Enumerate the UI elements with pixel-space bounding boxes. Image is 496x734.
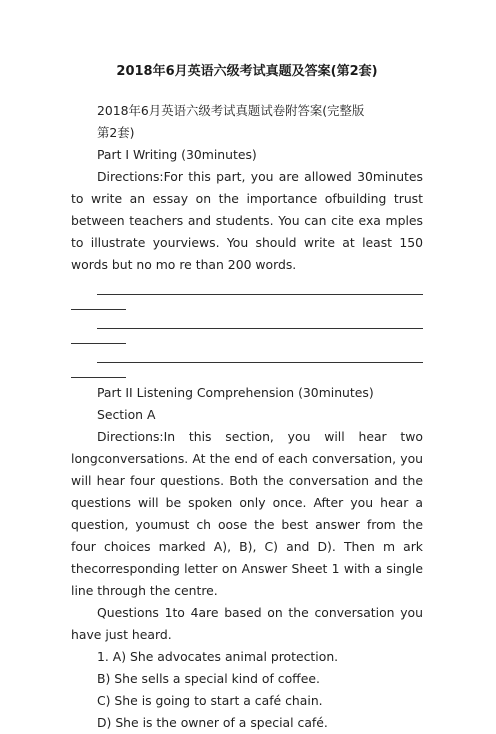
answer-line <box>97 280 423 295</box>
answer-line-end <box>71 329 126 344</box>
subtitle-line-1: 2018年6月英语六级考试真题试卷附答案(完整版 <box>97 103 365 118</box>
answer-line <box>97 348 423 363</box>
part1-heading: Part I Writing (30minutes) <box>97 147 257 162</box>
page-title: 2018年6月英语六级考试真题及答案(第2套) <box>116 64 378 79</box>
document-body <box>71 100 423 734</box>
subtitle-line-2: 第2套) <box>97 125 135 140</box>
q1-option-c: C) She is going to start a café chain. <box>97 693 323 708</box>
answer-line-end <box>71 295 126 310</box>
answer-line-end <box>71 363 126 378</box>
answer-line <box>97 314 423 329</box>
q1-option-a: 1. A) She advocates animal protection. <box>97 649 339 664</box>
q1-option-d: D) She is the owner of a special café. <box>97 715 328 730</box>
q1-option-b: B) She sells a special kind of coffee. <box>97 671 320 686</box>
answer-lines <box>71 280 423 378</box>
part1-directions: Directions:For this part, you are allowed 30minutes to write an essay on the importance ofbuilding trust between teachers and students. You can cite exa mples to illustrate yourviews. You should write at least 150 words but no mo re than 200 words. <box>71 169 423 272</box>
questions-intro: Questions 1to 4are based on the conversation you have just heard. <box>71 605 423 642</box>
part2-directions: Directions:In this section, you will hear two longconversations. At the end of each conversation, you will hear four questions. Both the conversation and the questions will be spoken only once. After you hear a question, youmust ch oose the best answer from the four choices marked A), B), C) and D). Then m ark thecorresponding letter on Answer Sheet 1 with a single line through the centre. <box>71 429 423 598</box>
part2-heading: Part II Listening Comprehension (30minutes) <box>97 385 374 400</box>
section-a-heading: Section A <box>97 407 156 422</box>
